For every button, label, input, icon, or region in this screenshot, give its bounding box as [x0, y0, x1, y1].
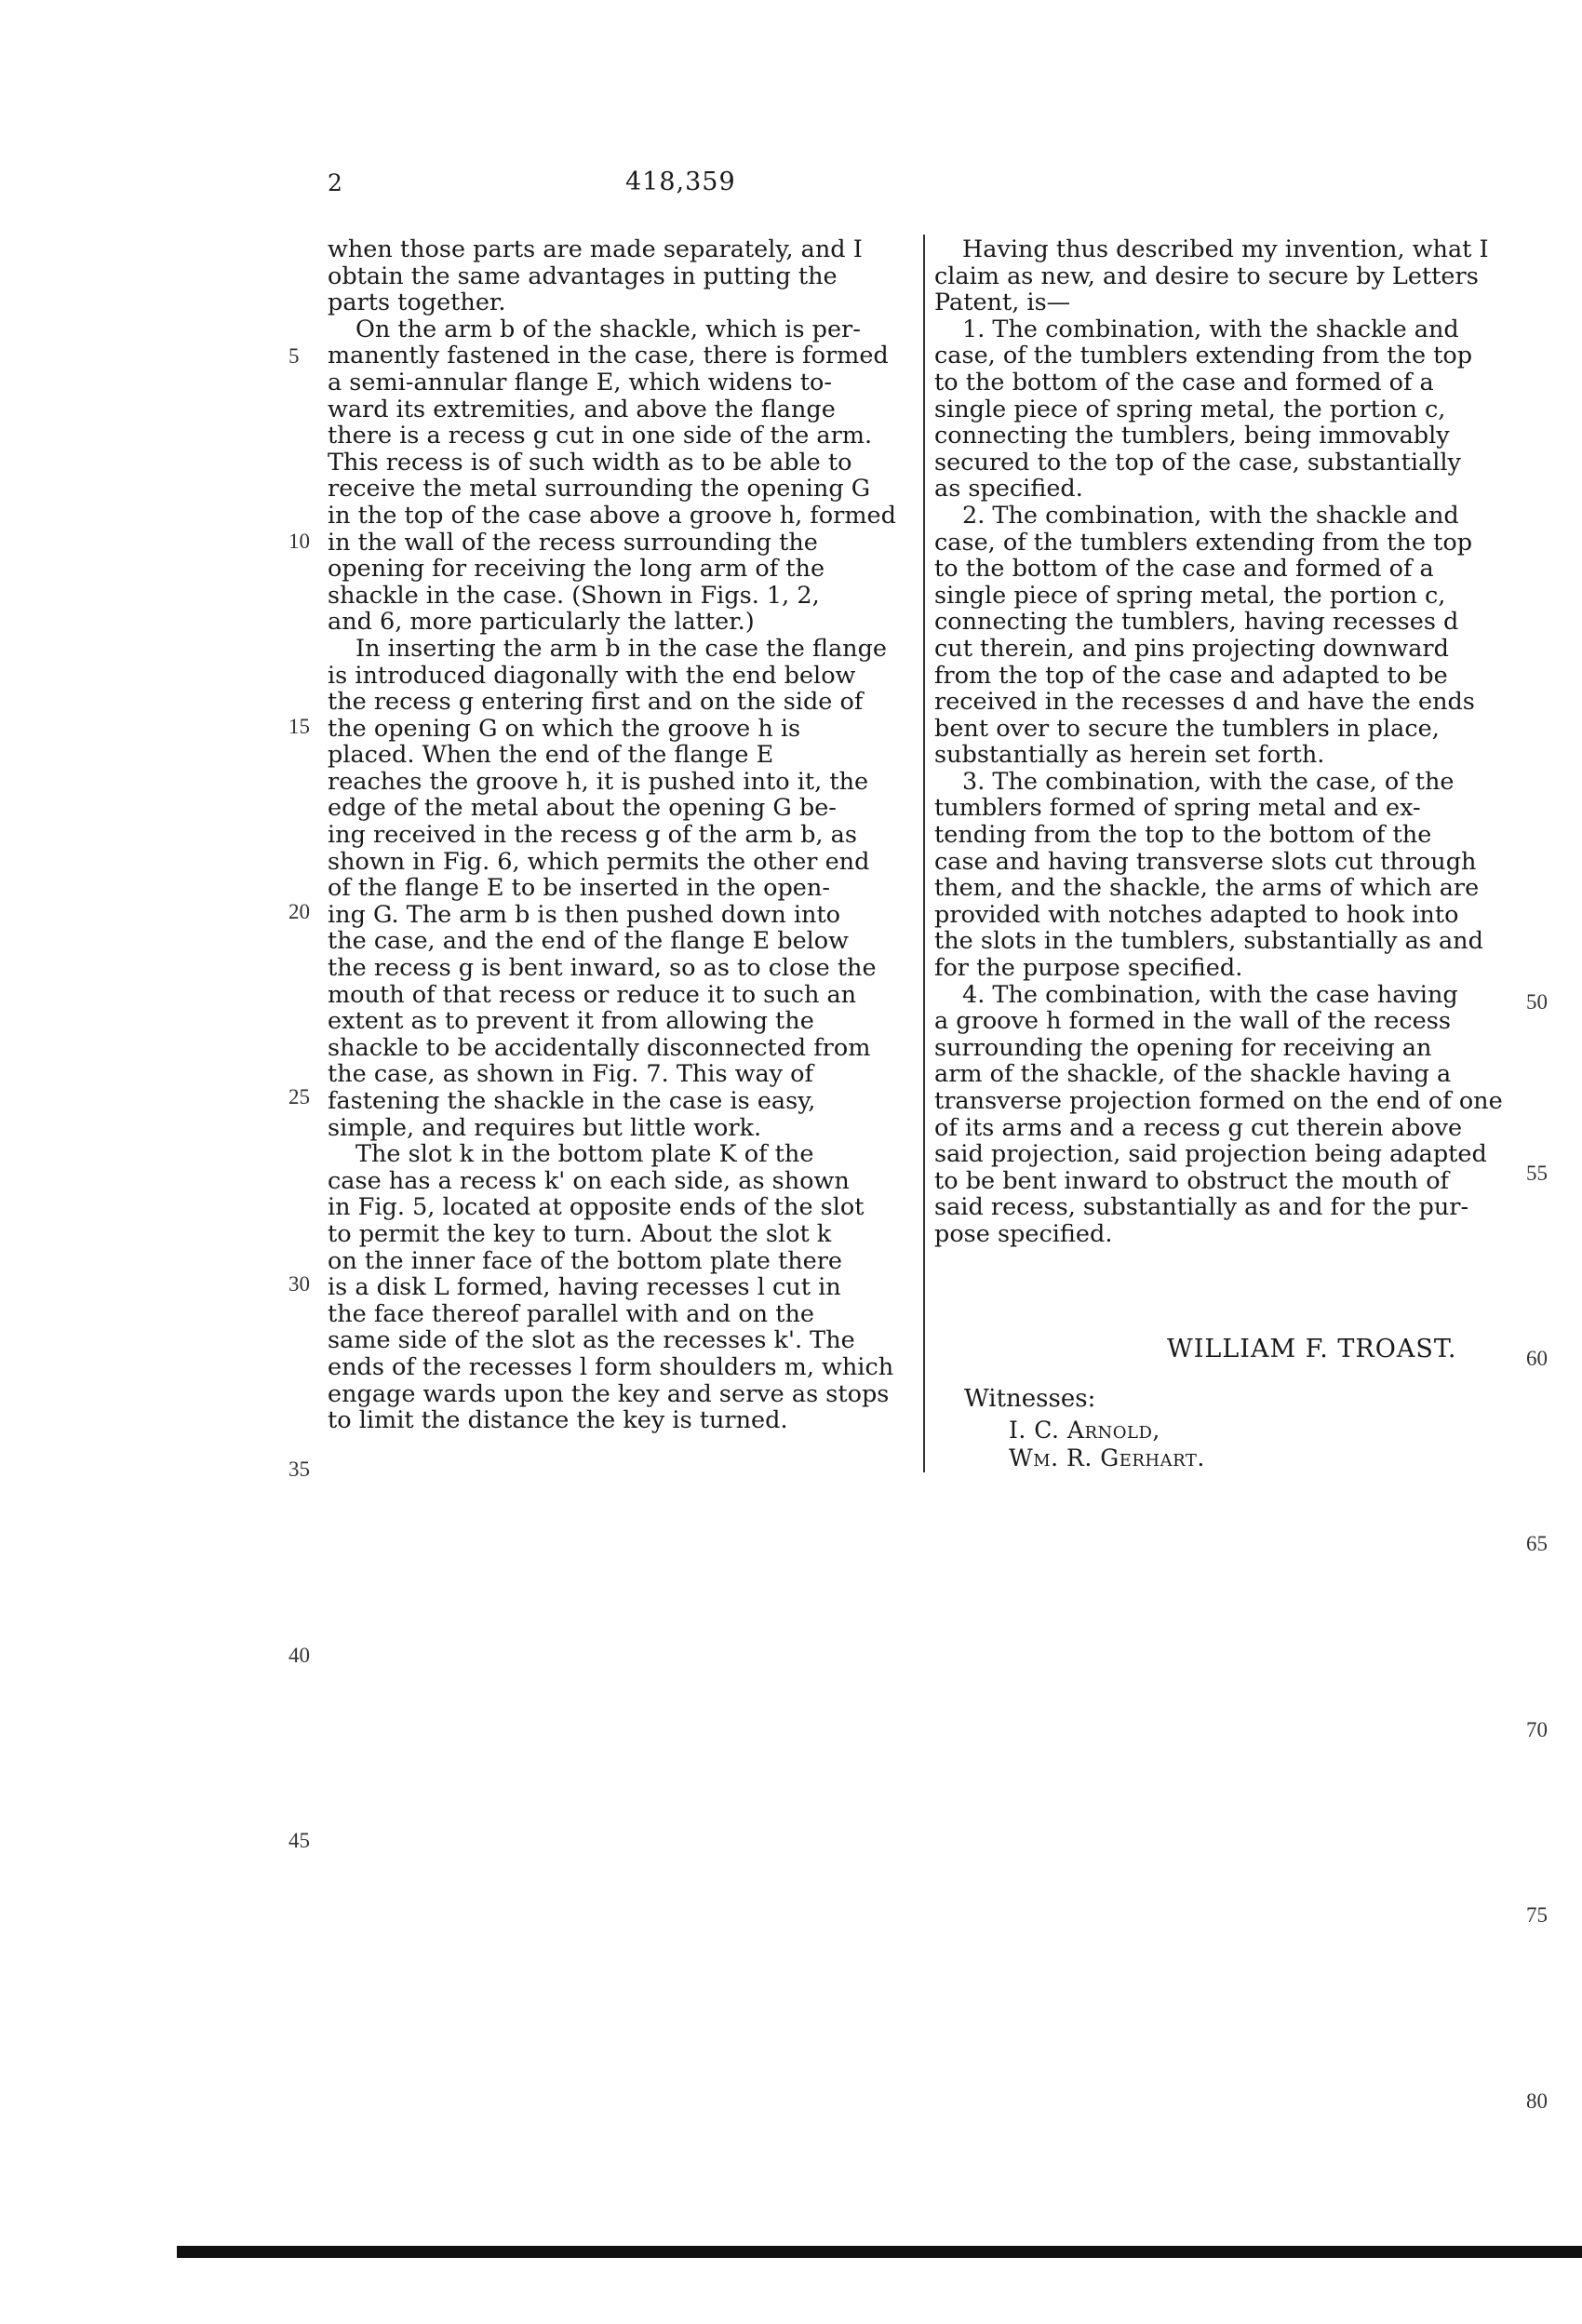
text-line: arm of the shackle, of the shackle having a — [934, 1060, 1452, 1089]
text-line: transverse projection formed on the end of one — [934, 1087, 1503, 1115]
text-line: manently fastened in the case, there is formed — [328, 342, 889, 370]
text-line: shackle in the case. (Shown in Figs. 1, 2, — [328, 581, 820, 610]
text-line: to the bottom of the case and formed of a — [934, 368, 1434, 396]
text-line: connecting the tumblers, being immovably — [934, 422, 1450, 450]
margin-line-number: 60 — [1526, 1347, 1548, 1370]
text-line: to be bent inward to obstruct the mouth of — [934, 1166, 1449, 1195]
text-line: ward its extremities, and above the flange — [328, 395, 836, 423]
text-line: when those parts are made separately, and I — [328, 235, 863, 263]
witness-name: I. C. Arnold, — [1009, 1417, 1160, 1444]
patent-number: 418,359 — [625, 168, 736, 196]
text-line: In inserting the arm b in the case the flange — [355, 634, 888, 663]
margin-line-number: 5 — [288, 344, 300, 368]
text-line: there is a recess g cut in one side of the arm. — [328, 422, 873, 450]
text-line: the recess g is bent inward, so as to close the — [328, 954, 877, 983]
text-line: tumblers formed of spring metal and ex- — [934, 794, 1421, 823]
text-line: and 6, more particularly the latter.) — [328, 608, 755, 637]
bottom-scan-bar — [177, 2246, 1582, 2258]
text-line: the opening G on which the groove h is — [328, 714, 801, 743]
text-line: tending from the top to the bottom of the — [934, 821, 1432, 850]
text-line: engage wards upon the key and serve as stops — [328, 1379, 890, 1408]
right-column — [934, 236, 1519, 1248]
text-line: simple, and requires but little work. — [328, 1113, 762, 1142]
text-line: ends of the recesses l form shoulders m, which — [328, 1352, 894, 1381]
text-line: of its arms and a recess g cut therein above — [934, 1113, 1463, 1142]
text-line: mouth of that recess or reduce it to such an — [328, 980, 857, 1009]
text-line: single piece of spring metal, the portion c, — [934, 581, 1446, 610]
margin-line-number: 70 — [1526, 1718, 1548, 1741]
margin-line-number: 30 — [288, 1272, 310, 1296]
margin-line-number: 75 — [1526, 1903, 1548, 1927]
text-line: pose specified. — [934, 1219, 1113, 1248]
margin-line-number: 25 — [288, 1085, 310, 1108]
margin-line-number: 35 — [288, 1458, 310, 1481]
text-line: to the bottom of the case and formed of a — [934, 555, 1434, 584]
text-line: On the arm b of the shackle, which is per- — [355, 315, 861, 343]
text-line: 2. The combination, with the shackle and — [962, 501, 1459, 530]
text-line: placed. When the end of the flange E — [328, 741, 774, 770]
left-column — [328, 236, 912, 1434]
text-line: ing received in the recess g of the arm b, as — [328, 821, 857, 850]
text-line: surrounding the opening for receiving an — [934, 1033, 1432, 1062]
text-line: from the top of the case and adapted to be — [934, 661, 1448, 690]
text-line: Patent, is— — [934, 289, 1071, 317]
inventor-signature: WILLIAM F. TROAST. — [1167, 1335, 1457, 1364]
witness-name: Wm. R. Gerhart. — [1009, 1444, 1205, 1471]
text-line: the case, and the end of the flange E below — [328, 927, 849, 956]
text-line: the face thereof parallel with and on the — [328, 1299, 814, 1328]
text-line: said projection, said projection being adapted — [934, 1140, 1487, 1169]
text-line: The slot k in the bottom plate K of the — [355, 1140, 814, 1169]
margin-line-number: 15 — [288, 715, 310, 738]
text-line: Having thus described my invention, what I — [962, 235, 1489, 263]
margin-line-number: 55 — [1526, 1162, 1548, 1185]
text-line: reaches the groove h, it is pushed into it, the — [328, 767, 869, 796]
text-line: in the wall of the recess surrounding the — [328, 528, 818, 557]
text-line: shown in Fig. 6, which permits the other end — [328, 847, 870, 876]
text-line: claim as new, and desire to secure by Letters — [934, 262, 1479, 290]
text-line: for the purpose specified. — [934, 954, 1243, 983]
text-line: in Fig. 5, located at opposite ends of the slot — [328, 1193, 865, 1222]
text-line: is introduced diagonally with the end below — [328, 661, 856, 690]
margin-line-number: 80 — [1526, 2089, 1548, 2113]
text-line: This recess is of such width as to be able to — [328, 448, 852, 477]
text-line: 1. The combination, with the shackle and — [962, 315, 1459, 343]
text-line: shackle to be accidentally disconnected from — [328, 1033, 871, 1062]
text-line: edge of the metal about the opening G be- — [328, 794, 837, 823]
text-line: 4. The combination, with the case having — [962, 980, 1458, 1009]
text-line: case, of the tumblers extending from the top — [934, 342, 1473, 370]
text-line: fastening the shackle in the case is easy, — [328, 1087, 816, 1115]
text-line: said recess, substantially as and for the pur- — [934, 1193, 1469, 1222]
margin-line-number: 10 — [288, 530, 310, 553]
text-line: same side of the slot as the recesses k'. The — [328, 1326, 855, 1355]
margin-line-number: 50 — [1526, 990, 1548, 1014]
text-line: secured to the top of the case, substantially — [934, 448, 1461, 477]
text-line: the slots in the tumblers, substantially as and — [934, 927, 1483, 956]
margin-line-number: 65 — [1526, 1532, 1548, 1555]
text-line: receive the metal surrounding the opening G — [328, 475, 871, 504]
text-line: to limit the distance the key is turned. — [328, 1406, 788, 1435]
text-line: the recess g entering first and on the side of — [328, 688, 864, 717]
text-line: extent as to prevent it from allowing the — [328, 1007, 814, 1036]
page-number: 2 — [328, 169, 342, 196]
text-line: to permit the key to turn. About the slot k — [328, 1219, 832, 1248]
text-line: a groove h formed in the wall of the recess — [934, 1007, 1451, 1036]
text-line: cut therein, and pins projecting downward — [934, 634, 1449, 663]
text-line: case and having transverse slots cut through — [934, 847, 1477, 876]
text-line: single piece of spring metal, the portion c, — [934, 395, 1446, 423]
margin-line-number: 20 — [288, 900, 310, 923]
text-line: parts together. — [328, 289, 506, 317]
text-line: the case, as shown in Fig. 7. This way of — [328, 1060, 813, 1089]
text-line: a semi-annular flange E, which widens to- — [328, 368, 832, 396]
margin-line-number: 45 — [288, 1829, 310, 1852]
text-line: obtain the same advantages in putting the — [328, 262, 838, 290]
text-line: received in the recesses d and have the ends — [934, 688, 1475, 717]
text-line: opening for receiving the long arm of the — [328, 555, 825, 584]
text-line: substantially as herein set forth. — [934, 741, 1325, 770]
text-line: case has a recess k' on each side, as shown — [328, 1166, 850, 1195]
text-line: of the flange E to be inserted in the open- — [328, 874, 830, 903]
text-line: connecting the tumblers, having recesses d — [934, 608, 1459, 637]
margin-line-number: 40 — [288, 1644, 310, 1667]
column-divider — [923, 235, 925, 1472]
text-line: them, and the shackle, the arms of which are — [934, 874, 1480, 903]
witnesses-label: Witnesses: — [964, 1385, 1096, 1413]
text-line: is a disk L formed, having recesses l cut in — [328, 1273, 841, 1302]
text-line: bent over to secure the tumblers in place, — [934, 714, 1440, 743]
text-line: case, of the tumblers extending from the top — [934, 528, 1473, 557]
text-line: ing G. The arm b is then pushed down into — [328, 900, 841, 929]
text-line: 3. The combination, with the case, of the — [962, 767, 1455, 796]
text-line: as specified. — [934, 475, 1083, 504]
text-line: in the top of the case above a groove h, formed — [328, 501, 896, 530]
text-line: provided with notches adapted to hook into — [934, 900, 1459, 929]
text-line: on the inner face of the bottom plate there — [328, 1246, 842, 1275]
